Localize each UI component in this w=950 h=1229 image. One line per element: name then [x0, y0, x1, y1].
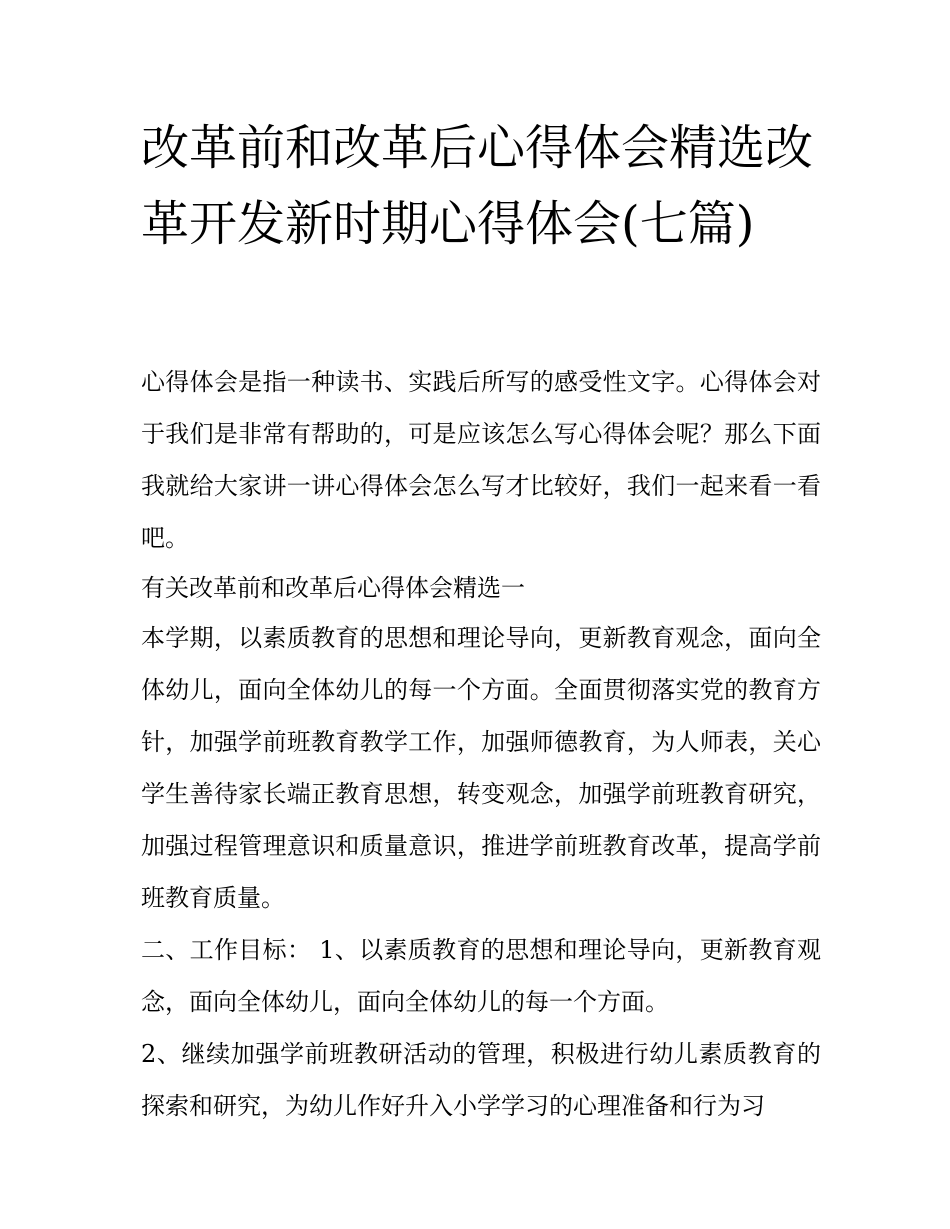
body-paragraph-1: 本学期，以素质教育的思想和理论导向，更新教育观念，面向全体幼儿，面向全体幼儿的每一个方面。全面贯彻落实党的教育方针，加强学前班教育教学工作，加强师德教育，为人师表，关心学生善待家长端正教育思想，转变观念，加强学前班教育研究，加强过程管理意识和质量意识，推进学前班教育改革，提高学前班教育质量。 [141, 624, 821, 912]
body-paragraph-3: 2、继续加强学前班教研活动的管理，积极进行幼儿素质教育的探索和研究，为幼儿作好升入小学学习的心理准备和行为习 [141, 1040, 821, 1120]
document-body [141, 356, 821, 1132]
body-paragraph-2: 二、工作目标： 1、以素质教育的思想和理论导向，更新教育观念，面向全体幼儿，面向全体幼儿的每一个方面。 [141, 936, 821, 1016]
section-heading: 有关改革前和改革后心得体会精选一 [141, 574, 525, 602]
document-title: 改革前和改革后心得体会精选改革开发新时期心得体会(七篇) [141, 120, 814, 252]
intro-paragraph: 心得体会是指一种读书、实践后所写的感受性文字。心得体会对于我们是非常有帮助的，可是应该怎么写心得体会呢？那么下面我就给大家讲一讲心得体会怎么写才比较好，我们一起来看一看吧。 [141, 368, 821, 552]
